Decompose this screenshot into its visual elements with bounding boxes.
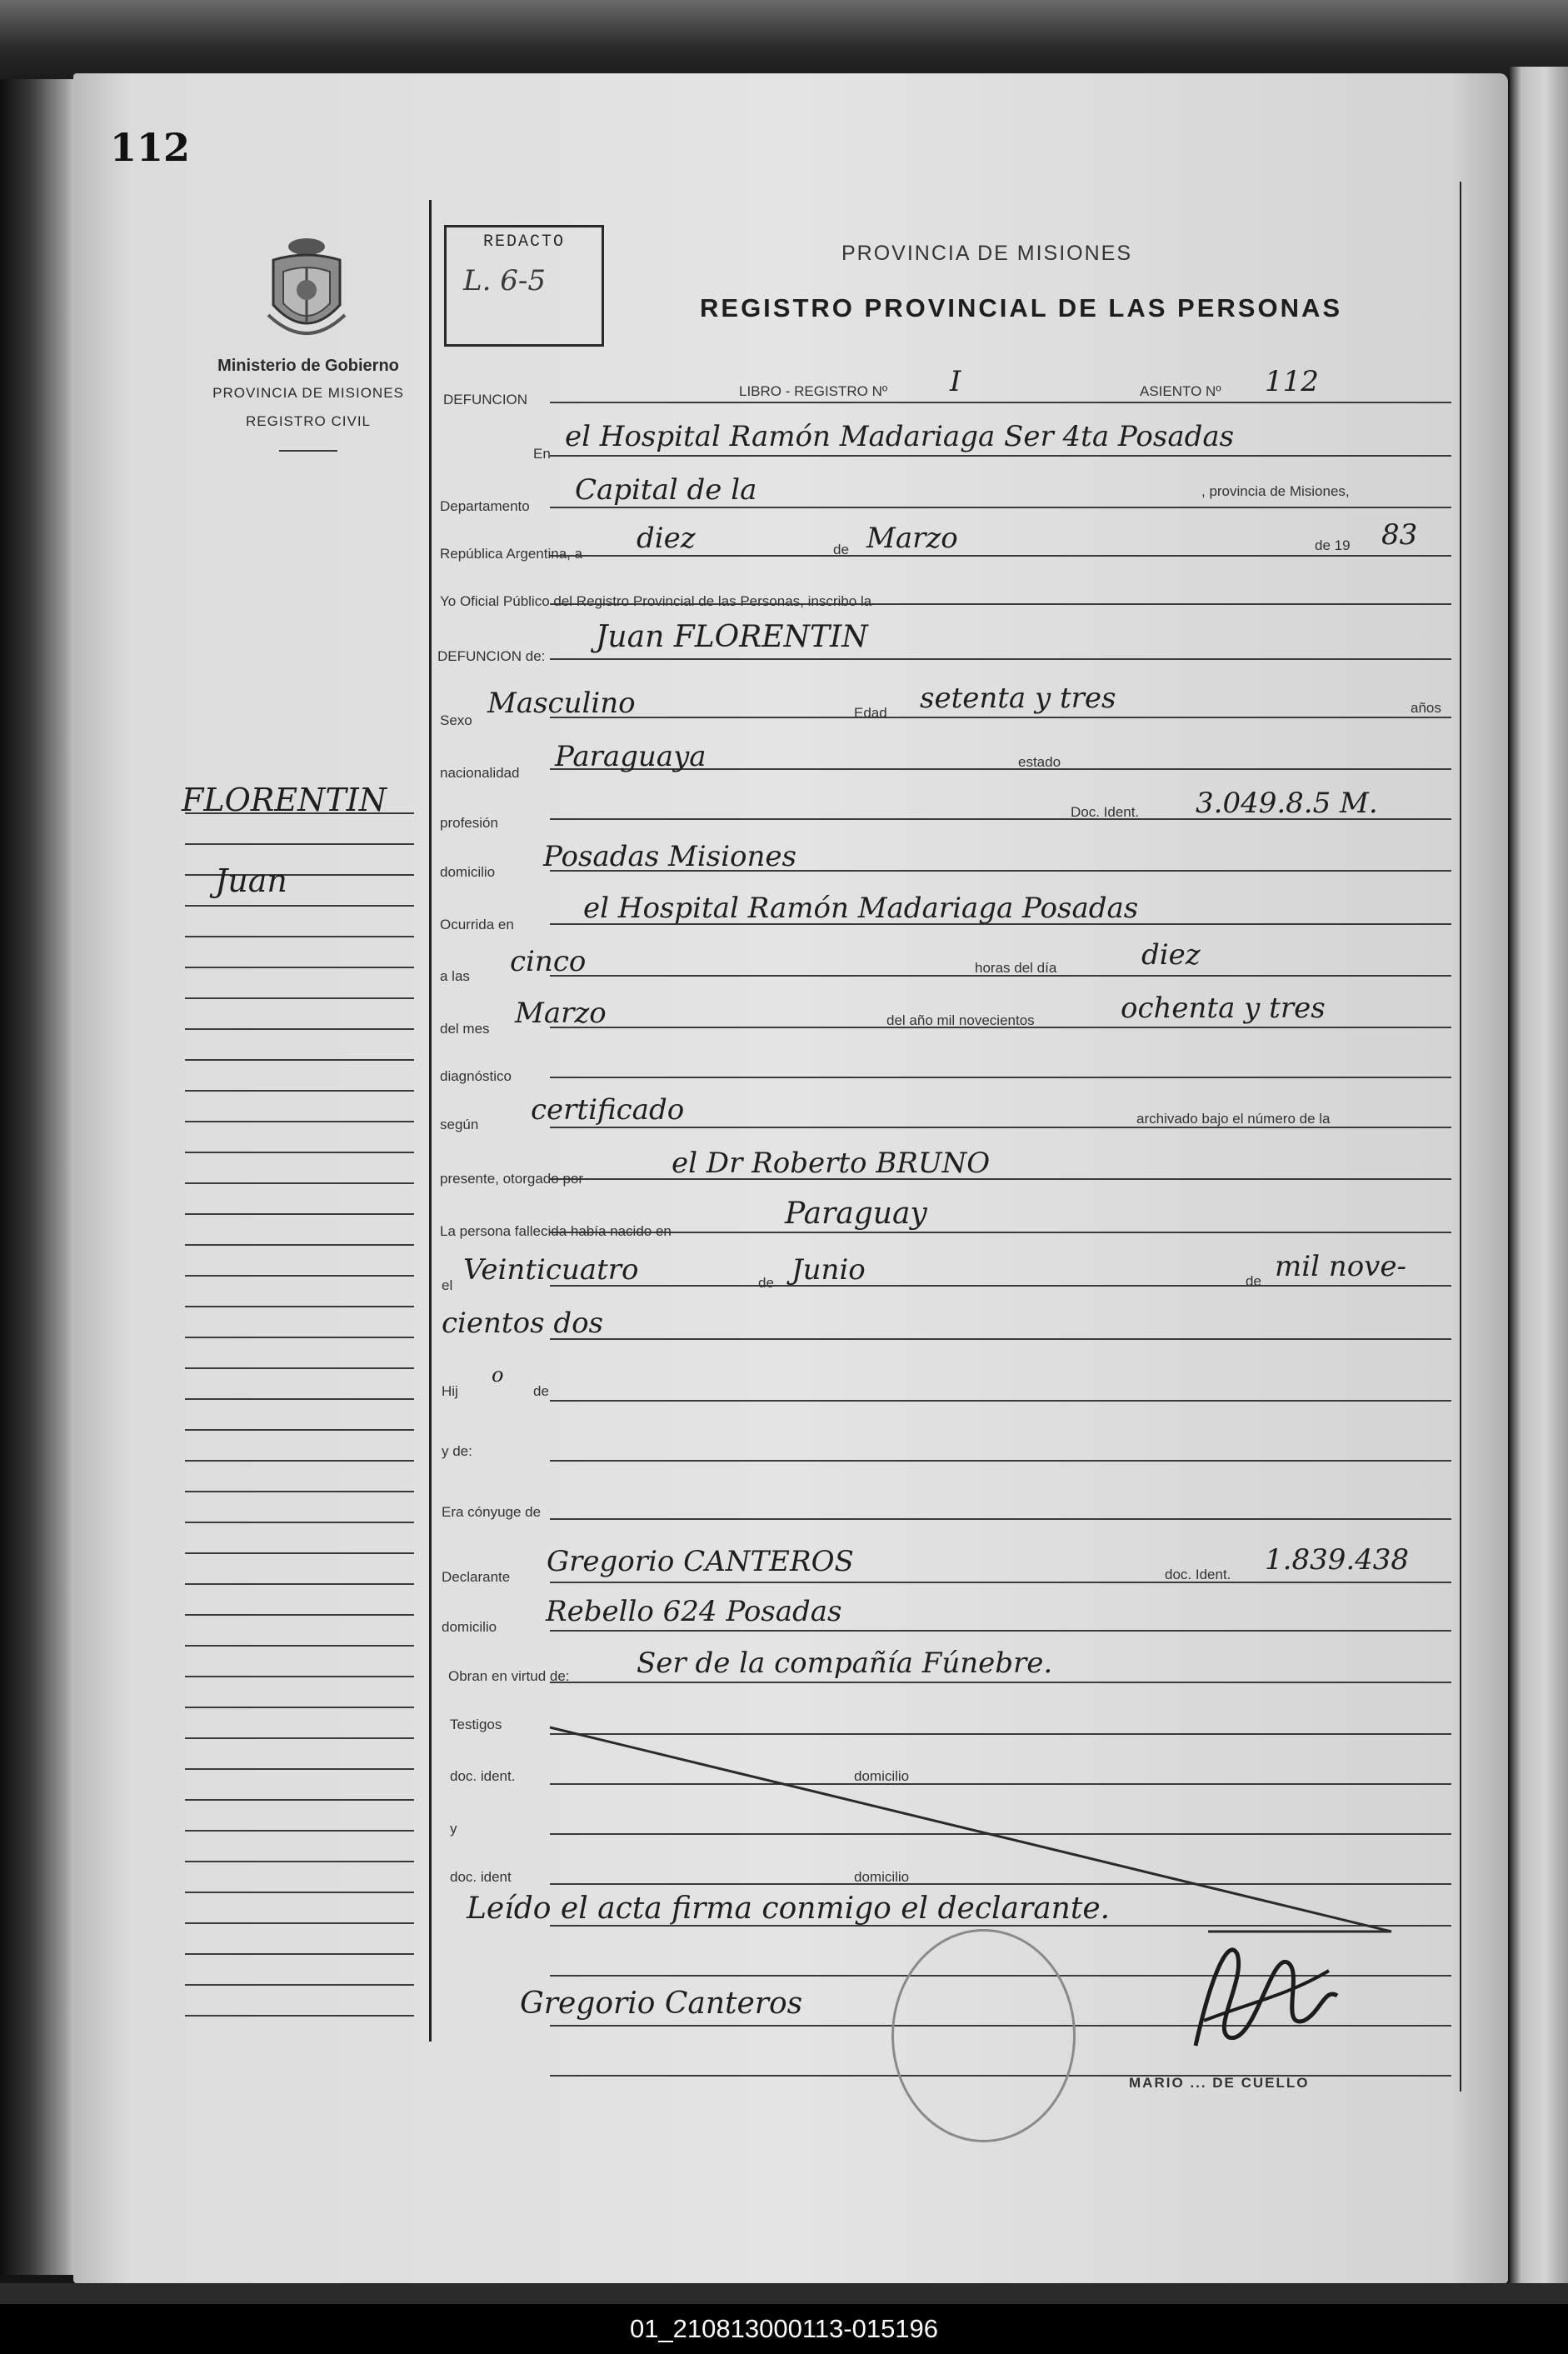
form-ruled-line (550, 717, 1451, 718)
value-ocurrida: el Hospital Ramón Madariaga Posadas (583, 892, 1139, 925)
stamp-value: L. 6-5 (463, 264, 546, 297)
margin-ruled-line (185, 936, 414, 937)
margin-ruled-line (185, 997, 414, 999)
value-nac-ano-1: mil nove- (1275, 1250, 1406, 1283)
label-diagnostico: diagnóstico (440, 1068, 512, 1084)
value-nac-dia: Veinticuatro (463, 1253, 639, 1287)
margin-ruled-line (185, 1861, 414, 1862)
label-declarante-doc: doc. Ident. (1165, 1567, 1231, 1582)
margin-ruled-line (185, 1182, 414, 1184)
label-del-mes: del mes (440, 1021, 490, 1037)
label-doc-ident-2: doc. ident. (450, 1768, 516, 1784)
value-lugar: el Hospital Ramón Madariaga Ser 4ta Posadas (565, 420, 1235, 453)
form-ruled-line (550, 1232, 1451, 1233)
label-domicilio-2: domicilio (442, 1619, 497, 1635)
margin-ruled-line (185, 1121, 414, 1122)
margin-ruled-line (185, 1768, 414, 1770)
value-mes-ocurrencia: Marzo (515, 997, 607, 1030)
label-testigos: Testigos (450, 1717, 502, 1732)
ministry-registry: REGISTRO CIVIL (245, 413, 372, 429)
label-nacionalidad: nacionalidad (440, 765, 520, 781)
label-doc-ident: Doc. Ident. (1071, 804, 1140, 820)
background-top (0, 0, 1568, 79)
value-segun: certificado (531, 1093, 685, 1127)
label-defuncion: DEFUNCION (443, 392, 528, 407)
label-segun: según (440, 1117, 479, 1132)
value-hora: cinco (510, 945, 587, 978)
margin-ruled-line (185, 1953, 414, 1955)
stamp-label: REDACTO (482, 232, 565, 252)
margin-ruled-line (185, 2015, 414, 2017)
label-horas: horas del día (975, 960, 1057, 976)
label-edad: Edad (854, 705, 887, 721)
margin-ruled-line (185, 1830, 414, 1832)
registry-seal (891, 1929, 1076, 2142)
value-departamento: Capital de la (575, 473, 757, 507)
book-binding (0, 79, 77, 2275)
label-ocurrida: Ocurrida en (440, 917, 514, 932)
label-hij: Hij (442, 1383, 458, 1399)
officer-signature (1179, 1921, 1346, 2062)
form-ruled-line (550, 1682, 1451, 1683)
margin-ruled-line (185, 1152, 414, 1153)
label-anos: años (1411, 700, 1441, 716)
label-domicilio: domicilio (440, 864, 496, 880)
coat-of-arms-icon (260, 235, 353, 345)
margin-ruled-line (185, 1737, 414, 1739)
form-ruled-line (550, 1285, 1451, 1287)
label-de-hij: de (533, 1383, 549, 1399)
value-ano-ocurrencia: ochenta y tres (1121, 992, 1326, 1025)
value-fallecido: Juan FLORENTIN (596, 620, 868, 654)
margin-ruled-line (185, 1460, 414, 1462)
margin-given-name: Juan (215, 862, 287, 899)
form-ruled-line (550, 1630, 1451, 1632)
value-ano: 83 (1381, 518, 1418, 552)
background-bottom (0, 2283, 1568, 2304)
form-ruled-line (550, 555, 1451, 557)
margin-ruled-line (185, 1645, 414, 1647)
form-ruled-line (550, 402, 1451, 403)
margin-rule (429, 200, 432, 2042)
image-filename: 01_210813000113-015196 (0, 2304, 1568, 2354)
margin-ruled-line (185, 1583, 414, 1585)
divider (279, 450, 337, 452)
label-sexo: Sexo (440, 712, 472, 728)
label-de-2: de (758, 1275, 774, 1291)
margin-ruled-line (185, 1892, 414, 1893)
margin-ruled-line (185, 905, 414, 907)
next-page-edge (1510, 67, 1568, 2300)
label-defuncion-de: DEFUNCION de: (437, 648, 546, 664)
margin-ruled-line (185, 1337, 414, 1338)
value-nacionalidad: Paraguaya (555, 740, 707, 773)
ministry-province: PROVINCIA DE MISIONES (212, 385, 404, 401)
margin-ruled-line (185, 1213, 414, 1215)
form-ruled-line (550, 1400, 1451, 1402)
value-declarante-doc: 1.839.438 (1265, 1543, 1410, 1577)
margin-ruled-line (185, 1367, 414, 1369)
label-republica: República Argentina, a (440, 546, 583, 562)
value-obran: Ser de la compañía Fúnebre. (637, 1647, 1053, 1680)
margin-ruled-line (185, 1028, 414, 1030)
value-edad: setenta y tres (920, 682, 1116, 715)
margin-ruled-line (185, 1614, 414, 1616)
margin-ruled-line (185, 1090, 414, 1092)
margin-ruled-line (185, 1522, 414, 1523)
margin-ruled-line (185, 1922, 414, 1924)
margin-ruled-line (185, 843, 414, 845)
label-en: En (533, 446, 551, 462)
label-el: el (442, 1277, 453, 1293)
label-estado: estado (1018, 754, 1061, 770)
margin-ruled-line (185, 1552, 414, 1554)
margin-ruled-line (185, 1398, 414, 1400)
value-dia: diez (637, 522, 696, 555)
value-dia-ocurrencia: diez (1141, 938, 1201, 972)
label-y-de: y de: (442, 1443, 472, 1459)
label-presente: presente, otorgado por (440, 1171, 584, 1187)
margin-ruled-line (185, 1244, 414, 1246)
right-rule (1460, 182, 1461, 2092)
label-departamento: Departamento (440, 498, 530, 514)
label-libro: LIBRO - REGISTRO Nº (739, 383, 888, 399)
margin-ruled-line (185, 967, 414, 968)
value-nac-ano-2: cientos dos (442, 1307, 604, 1340)
officer-stamp-text: MARIO ... DE CUELLO (1129, 2075, 1310, 2091)
value-hij: o (492, 1363, 504, 1387)
label-declarante: Declarante (442, 1569, 511, 1585)
margin-ruled-line (185, 1491, 414, 1492)
label-obran: Obran en virtud de: (448, 1668, 570, 1684)
margin-ruled-line (185, 1306, 414, 1307)
value-declarante-domicilio: Rebello 624 Posadas (546, 1595, 842, 1628)
value-libro: I (950, 365, 961, 398)
label-de-3: de (1246, 1273, 1261, 1289)
value-nacido-en: Paraguay (785, 1197, 927, 1231)
form-ruled-line (550, 1077, 1451, 1078)
label-domicilio-3: domicilio (854, 1768, 910, 1784)
label-provincia: , provincia de Misiones, (1201, 483, 1350, 499)
label-doc-ident-3: doc. ident (450, 1869, 512, 1885)
form-ruled-line (550, 1582, 1451, 1583)
margin-ruled-line (185, 1059, 414, 1061)
value-asiento: 112 (1265, 365, 1319, 398)
label-conyuge: Era cónyuge de (442, 1504, 542, 1520)
value-cierre: Leído el acta firma conmigo el declarante. (467, 1892, 1111, 1926)
label-nacido: La persona fallecida había nacido en (440, 1223, 672, 1239)
label-de: de (833, 542, 849, 557)
form-ruled-line (550, 1338, 1451, 1340)
value-declarante: Gregorio CANTEROS (547, 1545, 854, 1578)
label-y: y (450, 1821, 457, 1837)
label-oficial: Yo Oficial Público del Registro Provincial de las Personas, inscribo la (440, 593, 872, 609)
redacto-stamp (444, 225, 604, 347)
province-heading: PROVINCIA DE MISIONES (841, 242, 1133, 265)
value-doc-ident: 3.049.8.5 M. (1196, 787, 1378, 820)
label-profesion: profesión (440, 815, 498, 831)
page-number: 112 (110, 125, 191, 170)
declarant-signature: Gregorio Canteros (520, 1987, 803, 2021)
margin-ruled-line (185, 1429, 414, 1431)
form-ruled-line (550, 1518, 1451, 1520)
margin-ruled-line (185, 1676, 414, 1677)
label-archivado: archivado bajo el número de la (1136, 1111, 1331, 1127)
value-sexo: Masculino (487, 687, 636, 720)
label-de-19: de 19 (1315, 537, 1351, 553)
margin-surname: FLORENTIN (182, 782, 387, 818)
margin-ruled-line (185, 1707, 414, 1708)
value-domicilio: Posadas Misiones (543, 840, 796, 873)
value-nac-mes: Junio (791, 1253, 866, 1287)
label-a-las: a las (440, 968, 470, 984)
form-ruled-line (550, 658, 1451, 660)
value-medico: el Dr Roberto BRUNO (672, 1147, 991, 1180)
label-del-ano: del año mil novecientos (886, 1012, 1035, 1028)
margin-ruled-line (185, 1984, 414, 1986)
ministry-title: Ministerio de Gobierno (217, 357, 399, 375)
form-ruled-line (550, 1460, 1451, 1462)
margin-ruled-line (185, 1275, 414, 1277)
label-domicilio-4: domicilio (854, 1869, 910, 1885)
margin-ruled-line (185, 1799, 414, 1801)
form-ruled-line (550, 507, 1451, 508)
form-ruled-line (550, 455, 1451, 457)
label-asiento: ASIENTO Nº (1140, 383, 1221, 399)
registry-heading: REGISTRO PROVINCIAL DE LAS PERSONAS (700, 293, 1343, 322)
value-mes: Marzo (866, 522, 958, 555)
